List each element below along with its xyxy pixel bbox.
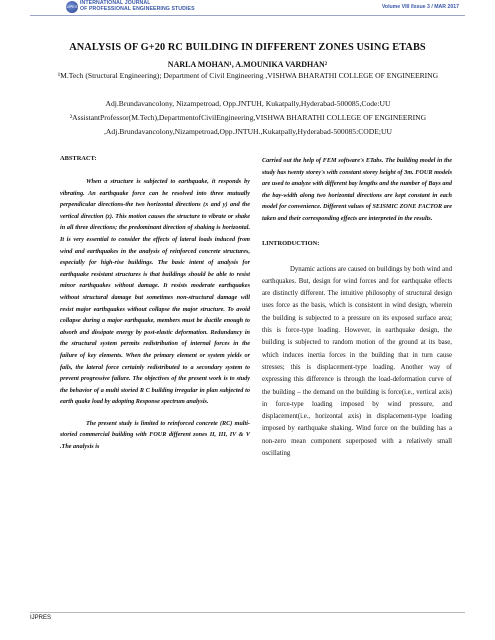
journal-name-line2: OF PROFESSIONAL ENGINEERING STUDIES bbox=[80, 6, 195, 12]
volume-issue: Volume VIII /Issue 3 / MAR 2017 bbox=[381, 4, 459, 10]
journal-name-line1: INTERNATIONAL JOURNAL bbox=[80, 0, 151, 6]
journal-name bbox=[80, 0, 195, 12]
introduction-paragraph-1 bbox=[262, 264, 452, 461]
affiliation-2: ²AssistantProfessor(M.Tech),DepartmentofCivilEngineering,VISHWA BHARATHI COLLEGE OF ENGINEERING ,Adj.Brundavancolony,Nizampetroad,Opp.JNTUH.,Kukatpally,Hyderabad-500085:CODE;UU bbox=[69, 113, 427, 136]
affiliation-1: ¹M.Tech (Structural Engineering); Department of Civil Engineering ,VISHWA BHARATHI COLLEGE OF ENGINEERING bbox=[57, 71, 439, 80]
abstract-heading: ABSTRACT: bbox=[60, 155, 97, 162]
abstract-paragraph-1-text: When a structure is subjected to earthquake, it responds by vibrating. An earthquake force can be resolved into three mutually perpendicular directions-the two horizontal directions (x and y) and the vertical direction (z). This motion causes the structure to vibrate or shake in all three directions; the predominant direction of shaking is horizontal. It is very essential to consider the effects of lateral loads induced from wind and earthquakes in the analysis of reinforced concrete structures, especially for high-rise buildings. The basic intent of analysis for earthquake resistant structures is that buildings should be able to resist minor earthquakes without damage. It resists moderate earthquakes without structural damage but sometimes non-structural damage will resist major earthquakes without collapse the major structure. To avoid collapse during a major earthquake, members must be ductile enough to absorb and dissipate energy by post-elastic deformation. Redundancy in the structural system permits redistribution of internal forces in the failure of key elements. When the primary element or system yields or fails, the lateral force certainly redistributed to a secondary system to prevent progressive failure. The objectives of the present work is to study the behavior of a multi storied R C building irregular in plan subjected to earth quake load by adopting Response spectrum analysis. bbox=[60, 178, 250, 406]
introduction-heading: I.INTRODUCTION: bbox=[262, 239, 320, 247]
journal-header bbox=[0, 0, 495, 20]
paper-authors: NARLA MOHAN¹, A.MOUNIKA VARDHAN² bbox=[167, 60, 328, 69]
paper-title: ANALYSIS OF G+20 RC BUILDING IN DIFFERENT ZONES USING ETABS bbox=[69, 42, 426, 53]
abstract-paragraph-2-text: The present study is limited to reinforced concrete (RC) multi-storied commercial building with FOUR different zones II, III, IV & V .The analysis is bbox=[60, 419, 250, 451]
introduction-paragraph-1-text: Dynamic actions are caused on buildings by both wind and earthquakes. But, design for wind forces and for earthquake effects are distinctly different. The intuitive philosophy of structural design uses force as the basis, which is consistent in wind design, wherein the building is subjected to a pressure on its exposed surface area; this is force-type loading. However, in earthquake design, the building is subjected to random motion of the ground at its base, which induces inertia forces in the building that in turn cause stresses; this is displacement-type loading. Another way of expressing this difference is through the load-deformation curve of the building – the demand on the building is force(i.e., vertical axis) in force-type loading imposed by wind pressure, and displacement(i.e., horizontal axis) in displacement-type loading imposed by earthquake shaking. Wind force on the building has a non-zero mean component superposed with a relatively small oscillating bbox=[262, 265, 452, 458]
footer-rule bbox=[30, 612, 465, 613]
abstract-paragraph-2 bbox=[60, 418, 250, 453]
abstract-paragraph-1 bbox=[60, 176, 250, 408]
abstract-paragraph-3: Carried out the help of FEM software's ETabs. The building model in the study has twenty storey's with constant storey height of 3m. FOUR models are used to analyze with different bay lengths and the number of Bays and the bay-width along two horizontal directions are kept constant in each model for convenience. Different values of SEISMIC ZONE FACTOR are taken and their corresponding effects are interpreted in the results. bbox=[262, 157, 452, 222]
affiliation-1-address: Adj.Brundavancolony, Nizampetroad, Opp.JNTUH, Kukatpally,Hyderabad-500085,Code:UU bbox=[105, 99, 391, 108]
header-rule bbox=[30, 15, 465, 16]
left-column bbox=[60, 155, 250, 453]
journal-logo: IJPES bbox=[66, 1, 78, 13]
footer-label: IJPRES bbox=[30, 615, 52, 621]
right-column bbox=[262, 155, 452, 460]
